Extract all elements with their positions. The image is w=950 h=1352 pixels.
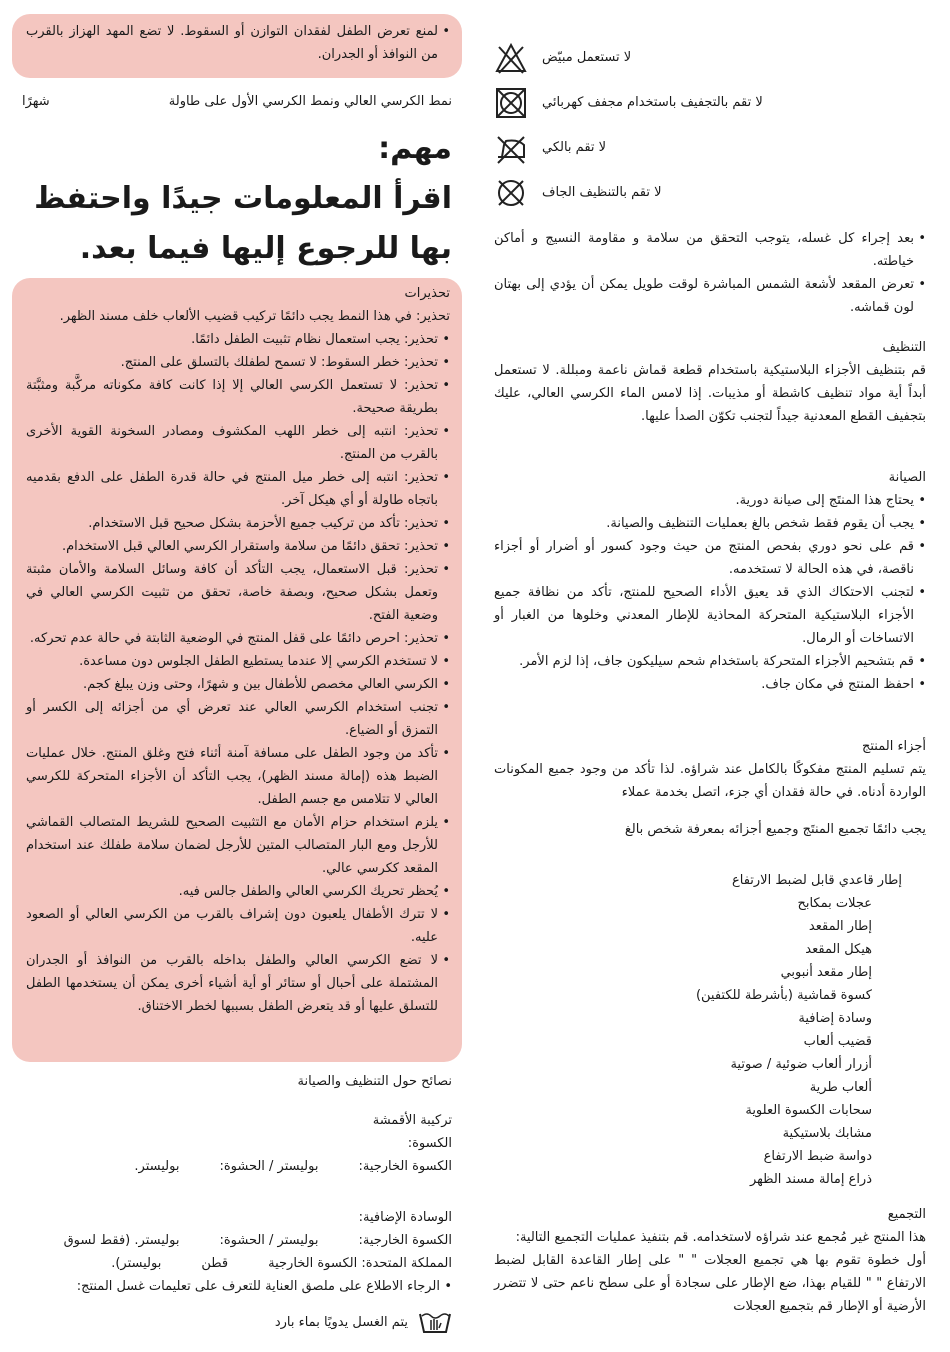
list-item: • لتجنب الاحتكاك الذي قد يعيق الأداء الصحيح للمنتج، تأكد من نظافة جميع الأجزاء البلاستيكية المتحركة المحاذية للإطار المعدني وخلوها من الغبار أو الاتساخات أو الرمال. xyxy=(494,581,926,650)
care-label: لا تقم بالتنظيف الجاف xyxy=(542,185,662,200)
care-label: لا تستعمل مبيّض xyxy=(542,50,632,65)
advice-title: نصائح حول التنظيف والصيانة xyxy=(297,1074,452,1089)
care-label: لا تقم بالكي xyxy=(542,140,607,155)
warning-item: • لا تترك الأطفال يلعبون دون إشراف بالقرب من الكرسي العالي أو الصعود عليه. xyxy=(26,903,450,949)
part-item: أزرار ألعاب ضوئية / صوتية xyxy=(730,1057,872,1072)
no-dry-clean-icon xyxy=(494,176,528,210)
hand-wash-row xyxy=(12,1308,452,1336)
hand-wash-label: يتم الغسل يدويًا بماء بارد xyxy=(274,1314,408,1330)
fabric-cover: الكسوة: xyxy=(407,1136,452,1151)
important-line: مهم: xyxy=(378,131,452,166)
modes-text: نمط الكرسي العالي ونمط الكرسي الأول على طاولة xyxy=(168,94,452,109)
care-label: لا تقم بالتجفيف باستخدام مجفف كهربائي xyxy=(542,95,763,110)
fabric-label: المملكة المتحدة: الكسوة الخارجية xyxy=(268,1256,452,1271)
fabric-value: بوليستر / الحشوة: xyxy=(219,1233,319,1248)
section-text: قم بتنظيف الأجزاء البلاستيكية باستخدام قطعة قماش ناعمة ومبللة. لا تستعمل أبداً أية مواد تنظيف كاشطة أو مذيبات. إذا لامس الماء الكرسي العالي، عليك بتجفيف القطع المعدنية جيداً لتجنب تكوّن الصدأ عليها. xyxy=(494,363,926,424)
list-item: • يجب أن يقوم فقط شخص بالغ بعمليات التنظيف والصيانة. xyxy=(494,512,926,535)
important-heading xyxy=(12,124,452,274)
warning-item: • الكرسي العالي مخصص للأطفال بين و شهرًا، وحتى وزن يبلغ كجم. xyxy=(26,673,450,696)
fabric-cushion: الوسادة الإضافية: xyxy=(358,1210,452,1225)
list-item: • قم على نحو دوري بفحص المنتج من حيث وجود كسور أو أضرار أو أجزاء ناقصة، في هذه الحالة لا تستخدمه. xyxy=(494,535,926,581)
care-notes xyxy=(494,227,926,319)
warning-item: • يُحظر تحريك الكرسي العالي والطفل جالس فيه. xyxy=(26,880,450,903)
cleaning-section xyxy=(494,336,926,428)
care-row-iron xyxy=(494,125,926,170)
fabric-value: بوليستر / الحشوة: xyxy=(219,1159,319,1174)
fabric-value: قطن xyxy=(201,1256,229,1271)
part-item: إطار قاعدي قابل لضبط الارتفاع xyxy=(731,873,902,888)
warning-item: • لمنع تعرض الطفل لفقدان التوازن أو السقوط. لا تضع المهد الهزاز بالقرب من النوافذ أو الجدران. xyxy=(26,20,450,66)
warning-item: • تحذير: تحقق دائمًا من سلامة واستقرار الكرسي العالي قبل الاستخدام. xyxy=(26,535,450,558)
part-item: عجلات بمكابح xyxy=(797,896,872,911)
top-warning-box xyxy=(12,14,462,78)
section-title: الصيانة xyxy=(888,470,926,485)
section-title: التجميع xyxy=(887,1207,926,1222)
parts-note: يجب دائمًا تجميع المنتَج وجميع أجزائه بمعرفة شخص بالغ xyxy=(624,822,926,837)
section-title: التنظيف xyxy=(882,340,926,355)
section-text: يتم تسليم المنتج مفكوكًا بالكامل عند شراؤه. لذا تأكد من وجود جميع المكونات الواردة أدناه. في حالة فقدان أي جزء، اتصل بخدمة عملاء xyxy=(494,762,926,800)
part-item: إطار مقعد أنبوبي xyxy=(780,965,872,980)
part-item: كسوة قماشية (بأشرطة للكتفين) xyxy=(695,988,872,1003)
care-row-dryclean xyxy=(494,170,926,215)
warning-item: • لا تضع الكرسي العالي والطفل بداخله بالقرب من النوافذ أو الجدران المشتملة على أحبال أو ستائر أو أية أشياء أخرى يمكن أن يستخدمها الطفل للتسلق عليها أو قد يتعرض الطفل بسببها لخطر الاختناق. xyxy=(26,949,450,1018)
part-item: إطار المقعد xyxy=(808,919,872,934)
hand-wash-icon xyxy=(418,1308,452,1336)
fabric-row xyxy=(12,1229,452,1252)
warning-item: • تحذير: قبل الاستعمال، يجب التأكد أن كافة وسائل السلامة والأمان مثبتة وتعمل بشكل صحيح، وبصفة خاصة، تحقق من تثبيت الكرسي العالي في وضعية الفتح. xyxy=(26,558,450,627)
part-item: قضيب ألعاب xyxy=(803,1034,872,1049)
assembly-step: أول خطوة تقوم بها هي تجميع العجلات " " على إطار القاعدة القابل لضبط الارتفاع " " للقيام بهذا، ضع الإطار على سجادة أو على سطح ناعم حتى لا تتضرر الأرضية أو الإطار قم بتجميع العجلات xyxy=(494,1253,926,1314)
parts-list xyxy=(470,869,926,1191)
modes-months: شهرًا xyxy=(22,94,50,109)
warning-item: • تحذير: انتبه إلى خطر اللهب المكشوف ومصادر السخونة القوية الأخرى بالقرب من المنتج. xyxy=(26,420,450,466)
modes-line xyxy=(22,90,452,113)
part-item: ألعاب طرية xyxy=(809,1080,872,1095)
list-item: • احفظ المنتج في مكان جاف. xyxy=(494,673,926,696)
warning-item: • تحذير: احرص دائمًا على قفل المنتج في الوضعية الثابتة في حالة عدم تحركه. xyxy=(26,627,450,650)
part-item: وسادة إضافية xyxy=(798,1011,872,1026)
warning-item: • تحذير: انتبه إلى خطر ميل المنتج في حالة قدرة الطفل على الدفع بقدميه باتجاه طاولة أو أي هيكل آخر. xyxy=(26,466,450,512)
warning-item: • تحذير: لا تستعمل الكرسي العالي إلا إذا كانت كافة مكوناته مركَّبة ومثبَّتة بطريقة صحيحة. xyxy=(26,374,450,420)
warning-item: • لا تستخدم الكرسي إلا عندما يستطيع الطفل الجلوس دون مساعدة. xyxy=(26,650,450,673)
fabric-value: بوليستر). xyxy=(111,1256,162,1271)
warning-item: • تجنب استخدام الكرسي العالي عند تعرض أي من أجزائه إلى الكسر أو التمزق أو الضياع. xyxy=(26,696,450,742)
list-item: • قم بتشحيم الأجزاء المتحركة باستخدام شحم سيليكون جاف، إذا لزم الأمر. xyxy=(494,650,926,673)
part-item: ذراع إمالة مسند الظهر xyxy=(749,1172,872,1187)
fabric-label: الكسوة الخارجية: xyxy=(358,1233,452,1248)
fabric-title: تركيبة الأقمشة xyxy=(372,1113,452,1128)
fabric-row xyxy=(12,1155,452,1178)
care-row-tumble xyxy=(494,80,926,125)
warning-item: • تحذير: خطر السقوط: لا تسمح لطفلك بالتسلق على المنتج. xyxy=(26,351,450,374)
warning-item: • تحذير: تأكد من تركيب جميع الأحزمة بشكل صحيح قبل الاستخدام. xyxy=(26,512,450,535)
maintenance-section xyxy=(494,466,926,696)
part-item: مشابك بلاستيكية xyxy=(782,1126,872,1141)
fabric-section xyxy=(12,1070,452,1336)
important-line: بها للرجوع إليها فيما بعد. xyxy=(79,231,452,266)
warning-item: • يلزم استخدام حزام الأمان مع التثبيت الصحيح للشريط المتصالب القماشي للأرجل ومع البار المتصالب المتين للأرجل لضمان سلامة طفلك عند استخدام المقعد ككرسي عالي. xyxy=(26,811,450,880)
section-title: أجزاء المنتج xyxy=(861,739,926,754)
assembly-section xyxy=(494,1203,926,1318)
care-row-bleach xyxy=(494,35,926,80)
part-item: دواسة ضبط الارتفاع xyxy=(763,1149,872,1164)
no-bleach-icon xyxy=(494,41,528,75)
fabric-value: بوليستر. xyxy=(134,1159,180,1174)
part-item: هيكل المقعد xyxy=(805,942,872,957)
fabric-value: بوليستر. (فقط لسوق xyxy=(63,1233,180,1248)
parts-section xyxy=(494,735,926,841)
list-item: • يحتاج هذا المنتَج إلى صيانة دورية. xyxy=(494,489,926,512)
no-tumble-dry-icon xyxy=(494,86,528,120)
section-text: هذا المنتج غير مُجمع عند شراؤه لاستخدامه. قم بتنفيذ عمليات التجميع التالية: xyxy=(515,1230,926,1245)
warnings-title: تحذيرات xyxy=(404,286,450,301)
list-item: • بعد إجراء كل غسله، يتوجب التحقق من سلامة و مقاومة النسيج و أماكن خياطته. xyxy=(494,227,926,273)
list-item: • تعرض المقعد لأشعة الشمس المباشرة لوقت طويل يمكن أن يؤدي إلى بهتان لون قماشه. xyxy=(494,273,926,319)
no-iron-icon xyxy=(494,131,528,165)
care-symbols xyxy=(494,35,926,215)
warnings-box xyxy=(12,278,462,1062)
warning-item: • تأكد من وجود الطفل على مسافة آمنة أثناء فتح وغلق المنتج. خلال عمليات الضبط هذه (إمالة مسند الظهر)، يجب التأكد أن الأجزاء المتحركة للكرسي العالي لا تتلامس مع جسم الطفل. xyxy=(26,742,450,811)
warnings-intro: تحذير: في هذا النمط يجب دائمًا تركيب قضيب الألعاب خلف مسند الظهر. xyxy=(59,309,450,324)
warning-item: • تحذير: يجب استعمال نظام تثبيت الطفل دائمًا. xyxy=(26,328,450,351)
fabric-label: الكسوة الخارجية: xyxy=(358,1159,452,1174)
fabric-note: • الرجاء الاطلاع على ملصق العناية للتعرف على تعليمات غسل المنتج: xyxy=(12,1275,452,1298)
fabric-row xyxy=(12,1252,452,1275)
part-item: سحابات الكسوة العلوية xyxy=(745,1103,872,1118)
important-line: اقرأ المعلومات جيدًا واحتفظ xyxy=(34,181,452,216)
